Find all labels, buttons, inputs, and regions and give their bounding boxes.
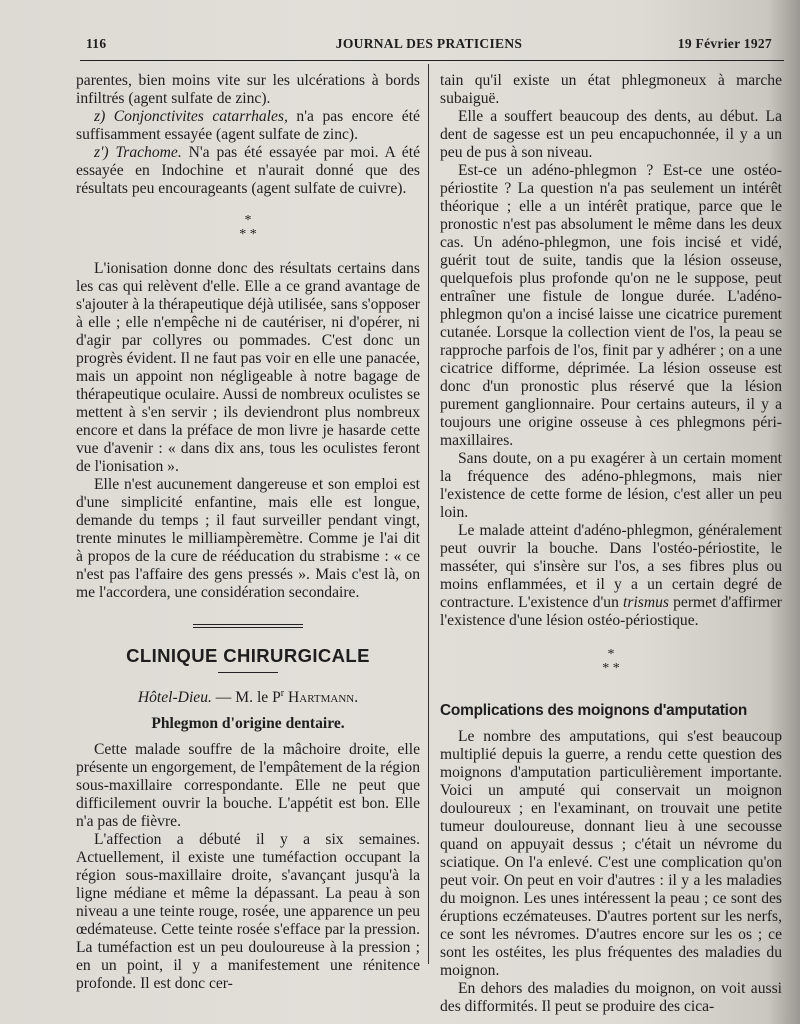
paragraph: Sans doute, on a pu exagérer à un certain moment la fréquence des adéno-phlegmons, mais nier l'existence de cette forme de lésion, c'est aller un peu loin. [440, 450, 782, 521]
paragraph: L'affection a débuté il y a six semaines. Actuellement, il existe une tuméfaction occupant la région sous-maxillaire droite, s'avançant jusqu'à la ligne médiane et même la dépassant. La peau à son niveau a une teinte rouge, rosée, une apparence un peu œdémateuse. Cette teinte rosée s'efface par la pression. La tuméfaction est un peu douloureuse à la pression ; en un point, il y a manifestement une rénitence profonde. Il est donc cer- [76, 831, 420, 993]
left-column [76, 72, 420, 993]
paragraph: parentes, bien moins vite sur les ulcérations à bords infiltrés (agent sulfate de zinc). [76, 72, 420, 107]
hospital-name: Hôtel-Dieu. [137, 689, 212, 707]
paragraph: Cette malade souffre de la mâchoire droite, elle présente un engorgement, de l'empâtement de la région sous-maxillaire correspondante. Elle ne peut que difficilement ouvrir la bouche. L'appétit est bon. Elle n'a pas de fièvre. [76, 741, 420, 831]
header-rule [80, 60, 784, 61]
lecture-attribution [76, 685, 420, 707]
issue-date: 19 Février 1927 [677, 36, 772, 51]
page-header [86, 36, 772, 58]
paragraph-text: N'a pas été essayée par moi. A été essayée en Indochine et n'aurait donné que des résultats peu encourageants (agent sulfate de cuivre). [76, 144, 420, 197]
section-separator [76, 198, 420, 258]
article-subtitle: Phlegmon d'origine dentaire. [151, 715, 345, 733]
doctor-name: Hartmann. [284, 689, 359, 707]
paragraph: L'ionisation donne donc des résultats certains dans les cas qui relèvent d'elle. Elle a ce grand avantage de s'ajouter à la thérapeutique déjà utilisée, sans s'opposer à elle ; elle n'empêche ni de cautériser, ni d'opérer, ni d'agir par collyres ou pommades. C'est donc un progrès évident. Il ne faut pas voir en elle une panacée, mais un appoint non négligeable à notre bagage de thérapeutique oculaire. Aussi de nombreux oculistes se mettent à s'en servir ; ils deviendront plus nombreux encore et dans la préface de mon livre je hasarde cette vue d'avenir : « dans dix ans, tous les oculistes feront de l'ionisation ». [76, 260, 420, 475]
doctor-title-sup: r [280, 688, 285, 699]
paragraph: Le nombre des amputations, qui s'est beaucoup multiplié depuis la guerre, a rendu cette question des moignons d'amputation particulièrement importante. Voici un amputé qui conservait un moignon douloureux ; en l'examinant, on trouvait une petite tumeur douloureuse, donnant lieu à une secousse quand on appuyait dessus ; c'était un névrome du sciatique. On l'a enlevé. C'est une complication qu'on peut voir. On peut en voir d'autres : il y a les maladies du moignon. Les unes intéressent la peau ; ce sont des éruptions eczémateuses. D'autres portent sur les nerfs, ce sont les névromes. D'autres encore sur les os ; ce sont les ostéites, les plus fréquentes des maladies du moignon. [440, 728, 782, 979]
separator-star: * [607, 647, 615, 662]
paragraph-text: permet d'affirmer l'existence d'une lésion ostéo-périostique. [440, 594, 782, 629]
separator-star: * [244, 213, 252, 228]
section-title: Complications des moignons d'amputation [440, 702, 748, 719]
paragraph: Elle n'est aucunement dangereuse et son emploi est d'une simplicité enfantine, mais elle est longue, demande du temps ; il faut surveiller pendant vingt, trente minutes le milliampèremètre. Comme je l'ai dit à propos de la cure de rééducation du strabisme : « ce n'est pas l'affaire des gens pressés ». Mais c'est là, on me l'accordera, une considération secondaire. [76, 476, 420, 601]
paragraph: Est-ce un adéno-phlegmon ? Est-ce une ostéo-périostite ? La question n'a pas seulement un intérêt théorique ; elle a un intérêt pratique, parce que le pronostic n'est pas absolument le même dans les deux cas. Un adéno-phlegmon, une fois incisé et vidé, guérit tout de suite, tandis que la lésion osseuse, quelquefois plus profonde qu'on ne le suppose, peut entraîner une fistule de longue durée. L'adéno-phlegmon qu'on a incisé laisse une cicatrice purement cutanée. Lorsque la collection vient de l'os, la peau se rapproche parfois de l'os, finit par y adhérer ; on a une cicatrice difforme, déprimée. La lésion osseuse est donc d'un pronostic plus réservé que la lésion purement ganglionnaire. Pour certains auteurs, il y a toujours une origine osseuse à ces phlegmons péri-maxillaires. [440, 162, 782, 449]
section-title: CLINIQUE CHIRURGICALE [126, 645, 370, 666]
right-column [440, 72, 782, 1016]
italic-term: trismus [623, 594, 669, 611]
paragraph [76, 108, 420, 144]
separator-stars: * * [602, 661, 620, 676]
paragraph: tain qu'il existe un état phlegmoneux à marche subaiguë. [440, 72, 782, 107]
journal-title: JOURNAL DES PRATICIENS [335, 36, 523, 51]
paragraph-text: n'a pas encore été suffisamment essayée (agent sulfate de zinc). [76, 108, 420, 143]
paragraph [440, 522, 782, 630]
separator-stars: * * [239, 227, 257, 242]
paragraph [76, 144, 420, 198]
doctor-prefix: — M. le P [211, 689, 281, 707]
column-divider [428, 64, 429, 964]
item-label: z) Conjonctivites catarrhales, [94, 108, 288, 125]
paragraph-text: Le malade atteint d'adéno-phlegmon, généralement peut ouvrir la bouche. Dans l'ostéo-périostite, le masséter, qui s'insère sur l'os, a ses fibres plus ou moins enflammées, et il y a un certain degré de contracture. L'existence d'un [440, 522, 782, 611]
item-label: z') Trachome. [94, 144, 182, 161]
paragraph: Elle a souffert beaucoup des dents, au début. La dent de sagesse est un peu encapuchonnée, il y a un peu de pus à son niveau. [440, 108, 782, 161]
page-number: 116 [86, 36, 107, 51]
paragraph: En dehors des maladies du moignon, on voit aussi des difformités. Il peut se produire des cica- [440, 980, 782, 1015]
section-separator [440, 630, 782, 692]
